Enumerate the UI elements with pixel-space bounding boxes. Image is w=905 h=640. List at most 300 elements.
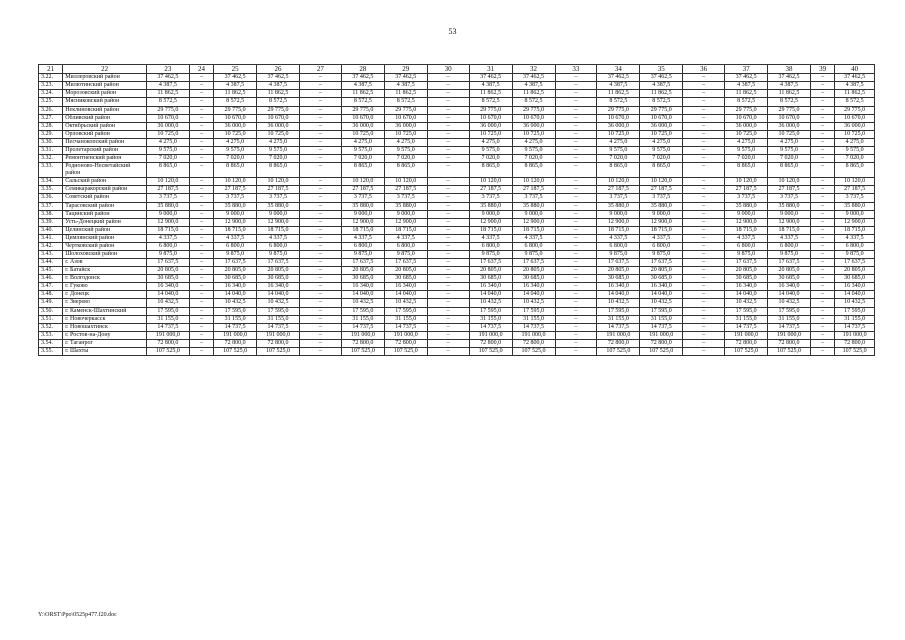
value-cell: 8 865,0 [835, 163, 875, 178]
value-cell: 29 775,0 [597, 106, 640, 114]
value-cell: – [555, 194, 597, 202]
value-cell: 9 000,0 [384, 210, 427, 218]
value-cell: – [427, 275, 469, 283]
value-cell: 9 575,0 [146, 146, 189, 154]
value-cell: 4 387,5 [214, 82, 257, 90]
value-cell: – [811, 194, 835, 202]
row-number: 3.42. [39, 242, 63, 250]
value-cell: – [189, 339, 213, 347]
value-cell: – [683, 98, 725, 106]
value-cell: 4 387,5 [384, 82, 427, 90]
value-cell: 29 775,0 [725, 106, 768, 114]
value-cell: 30 685,0 [597, 275, 640, 283]
table-row [39, 250, 875, 258]
value-cell: – [427, 323, 469, 331]
column-header: 33 [555, 65, 597, 74]
value-cell: 35 880,0 [725, 202, 768, 210]
row-number: 3.36. [39, 194, 63, 202]
value-cell: 30 685,0 [214, 275, 257, 283]
row-number: 3.27. [39, 114, 63, 122]
value-cell: 10 432,5 [640, 299, 683, 307]
value-cell: 4 275,0 [384, 138, 427, 146]
territory-name: Чертковский район [63, 242, 147, 250]
value-cell: 14 040,0 [640, 291, 683, 299]
header-row [39, 65, 875, 74]
value-cell: 11 862,5 [341, 90, 384, 98]
row-number: 3.54. [39, 339, 63, 347]
value-cell: – [683, 186, 725, 194]
value-cell: 16 340,0 [257, 283, 300, 291]
value-cell: 9 875,0 [214, 250, 257, 258]
value-cell: 31 155,0 [835, 315, 875, 323]
value-cell: – [300, 106, 342, 114]
value-cell: – [555, 74, 597, 82]
value-cell: 10 120,0 [768, 178, 811, 186]
row-number: 3.38. [39, 210, 63, 218]
value-cell: – [189, 186, 213, 194]
value-cell: 14 040,0 [725, 291, 768, 299]
value-cell: 191 000,0 [257, 331, 300, 339]
value-cell: – [300, 155, 342, 163]
value-cell: – [300, 163, 342, 178]
value-cell: 37 462,5 [341, 74, 384, 82]
value-cell: 107 525,0 [146, 347, 189, 355]
value-cell: – [300, 202, 342, 210]
value-cell: – [300, 194, 342, 202]
value-cell: 20 805,0 [512, 267, 555, 275]
value-cell: 191 000,0 [640, 331, 683, 339]
column-header: 31 [469, 65, 512, 74]
value-cell: 20 805,0 [597, 267, 640, 275]
table-row [39, 90, 875, 98]
value-cell: 31 155,0 [384, 315, 427, 323]
territory-name: г. Донецк [63, 291, 147, 299]
value-cell: – [555, 218, 597, 226]
value-cell: 12 900,0 [768, 218, 811, 226]
value-cell: 7 020,0 [257, 155, 300, 163]
value-cell: 35 880,0 [146, 202, 189, 210]
value-cell: 4 337,5 [384, 234, 427, 242]
value-cell: 6 800,0 [512, 242, 555, 250]
value-cell: – [300, 74, 342, 82]
territory-name: Мясниковский район [63, 98, 147, 106]
value-cell: 31 155,0 [257, 315, 300, 323]
value-cell: – [811, 275, 835, 283]
value-cell: 72 800,0 [835, 339, 875, 347]
value-cell: 4 337,5 [768, 234, 811, 242]
value-cell: – [683, 307, 725, 315]
value-cell: – [811, 202, 835, 210]
row-number: 3.46. [39, 275, 63, 283]
value-cell: 14 040,0 [384, 291, 427, 299]
value-cell: – [683, 347, 725, 355]
value-cell: 29 775,0 [257, 106, 300, 114]
value-cell: 9 575,0 [768, 146, 811, 154]
row-number: 3.24. [39, 90, 63, 98]
value-cell: – [427, 347, 469, 355]
value-cell: – [683, 315, 725, 323]
value-cell: 107 525,0 [640, 347, 683, 355]
value-cell: 9 575,0 [257, 146, 300, 154]
value-cell: 17 637,5 [768, 259, 811, 267]
value-cell: 37 462,5 [257, 74, 300, 82]
data-table-container [38, 64, 875, 356]
value-cell: 8 865,0 [146, 163, 189, 178]
value-cell: 107 525,0 [597, 347, 640, 355]
value-cell: 36 000,0 [725, 122, 768, 130]
value-cell: – [683, 299, 725, 307]
value-cell: 10 120,0 [341, 178, 384, 186]
value-cell: – [811, 98, 835, 106]
value-cell: – [683, 331, 725, 339]
value-cell: – [300, 259, 342, 267]
value-cell: 11 862,5 [835, 90, 875, 98]
value-cell: 12 900,0 [384, 218, 427, 226]
value-cell: 4 275,0 [640, 138, 683, 146]
value-cell: – [427, 299, 469, 307]
value-cell: 9 875,0 [257, 250, 300, 258]
value-cell: 36 000,0 [146, 122, 189, 130]
value-cell: 72 800,0 [469, 339, 512, 347]
value-cell: 16 340,0 [512, 283, 555, 291]
value-cell: – [555, 299, 597, 307]
value-cell: 72 800,0 [341, 339, 384, 347]
value-cell: 72 800,0 [640, 339, 683, 347]
value-cell: 16 340,0 [835, 283, 875, 291]
value-cell: – [300, 267, 342, 275]
value-cell: 7 020,0 [214, 155, 257, 163]
value-cell: – [811, 291, 835, 299]
territory-name: г. Азов [63, 259, 147, 267]
value-cell: 14 737,5 [257, 323, 300, 331]
column-header: 28 [341, 65, 384, 74]
value-cell: – [555, 275, 597, 283]
value-cell: 191 000,0 [384, 331, 427, 339]
value-cell: 11 862,5 [214, 90, 257, 98]
value-cell: 14 737,5 [768, 323, 811, 331]
value-cell: – [189, 146, 213, 154]
value-cell: – [811, 218, 835, 226]
footer-file-path: Y:\ORST\Ppo\0525p477.f20.doc [38, 612, 117, 618]
value-cell: 14 040,0 [768, 291, 811, 299]
value-cell: – [683, 226, 725, 234]
value-cell: 4 337,5 [835, 234, 875, 242]
value-cell: 10 432,5 [835, 299, 875, 307]
value-cell: – [555, 98, 597, 106]
value-cell: 14 040,0 [512, 291, 555, 299]
value-cell: 14 737,5 [469, 323, 512, 331]
value-cell: 8 865,0 [257, 163, 300, 178]
value-cell: – [811, 74, 835, 82]
value-cell: 10 432,5 [146, 299, 189, 307]
value-cell: 14 040,0 [597, 291, 640, 299]
value-cell: – [811, 114, 835, 122]
value-cell: – [189, 226, 213, 234]
value-cell: 4 275,0 [341, 138, 384, 146]
value-cell: – [555, 339, 597, 347]
value-cell: 7 020,0 [341, 155, 384, 163]
value-cell: – [189, 138, 213, 146]
value-cell: 6 800,0 [469, 242, 512, 250]
value-cell: – [683, 275, 725, 283]
value-cell: 17 595,0 [835, 307, 875, 315]
value-cell: 36 000,0 [512, 122, 555, 130]
value-cell: 72 800,0 [384, 339, 427, 347]
value-cell: – [427, 291, 469, 299]
value-cell: 27 187,5 [640, 186, 683, 194]
value-cell: 14 737,5 [725, 323, 768, 331]
value-cell: 29 775,0 [835, 106, 875, 114]
value-cell: – [189, 218, 213, 226]
value-cell: 14 737,5 [835, 323, 875, 331]
value-cell: 36 000,0 [768, 122, 811, 130]
value-cell: – [427, 82, 469, 90]
value-cell: 6 800,0 [597, 242, 640, 250]
table-row [39, 130, 875, 138]
value-cell: 27 187,5 [341, 186, 384, 194]
value-cell: 36 000,0 [469, 122, 512, 130]
value-cell: – [300, 315, 342, 323]
value-cell: – [300, 178, 342, 186]
value-cell: 9 000,0 [512, 210, 555, 218]
value-cell: 7 020,0 [835, 155, 875, 163]
value-cell: 9 875,0 [512, 250, 555, 258]
value-cell: 30 685,0 [146, 275, 189, 283]
value-cell: 10 432,5 [597, 299, 640, 307]
value-cell: 29 775,0 [469, 106, 512, 114]
value-cell: 27 187,5 [146, 186, 189, 194]
value-cell: – [189, 347, 213, 355]
value-cell: 10 120,0 [257, 178, 300, 186]
table-row [39, 74, 875, 82]
column-header: 27 [300, 65, 342, 74]
table-row [39, 194, 875, 202]
value-cell: – [300, 226, 342, 234]
value-cell: – [427, 90, 469, 98]
value-cell: – [811, 186, 835, 194]
value-cell: 18 715,0 [597, 226, 640, 234]
value-cell: 10 432,5 [384, 299, 427, 307]
value-cell: 14 040,0 [835, 291, 875, 299]
value-cell: – [300, 307, 342, 315]
value-cell: 17 637,5 [341, 259, 384, 267]
value-cell: 37 462,5 [384, 74, 427, 82]
row-number: 3.45. [39, 267, 63, 275]
value-cell: 4 337,5 [257, 234, 300, 242]
value-cell: 11 862,5 [146, 90, 189, 98]
value-cell: 27 187,5 [835, 186, 875, 194]
value-cell: – [189, 283, 213, 291]
value-cell: – [300, 210, 342, 218]
value-cell: 16 340,0 [146, 283, 189, 291]
value-cell: 14 737,5 [640, 323, 683, 331]
value-cell: 17 637,5 [725, 259, 768, 267]
value-cell: 20 805,0 [257, 267, 300, 275]
value-cell: 6 800,0 [725, 242, 768, 250]
value-cell: 10 725,0 [597, 130, 640, 138]
territory-name: г. Новошахтинск [63, 323, 147, 331]
value-cell: – [427, 130, 469, 138]
value-cell: – [555, 163, 597, 178]
value-cell: 10 725,0 [257, 130, 300, 138]
value-cell: 27 187,5 [725, 186, 768, 194]
value-cell: – [683, 138, 725, 146]
value-cell: 36 000,0 [640, 122, 683, 130]
table-row [39, 122, 875, 130]
value-cell: 10 432,5 [214, 299, 257, 307]
value-cell: 12 900,0 [640, 218, 683, 226]
value-cell: 8 865,0 [512, 163, 555, 178]
value-cell: 14 737,5 [384, 323, 427, 331]
value-cell: 4 337,5 [597, 234, 640, 242]
table-row [39, 163, 875, 178]
value-cell: 16 340,0 [725, 283, 768, 291]
value-cell: – [811, 122, 835, 130]
value-cell: 8 572,5 [341, 98, 384, 106]
value-cell: 4 275,0 [146, 138, 189, 146]
value-cell: 11 862,5 [384, 90, 427, 98]
value-cell: 27 187,5 [768, 186, 811, 194]
column-header: 39 [811, 65, 835, 74]
value-cell: 30 685,0 [725, 275, 768, 283]
value-cell: 8 572,5 [257, 98, 300, 106]
value-cell: – [427, 267, 469, 275]
value-cell: – [683, 114, 725, 122]
row-number: 3.43. [39, 250, 63, 258]
value-cell: 10 120,0 [214, 178, 257, 186]
table-row [39, 82, 875, 90]
value-cell: 9 000,0 [835, 210, 875, 218]
value-cell: – [189, 234, 213, 242]
value-cell: 4 337,5 [214, 234, 257, 242]
value-cell: – [427, 74, 469, 82]
territory-name: Обливский район [63, 114, 147, 122]
value-cell: 4 337,5 [146, 234, 189, 242]
value-cell: 8 572,5 [146, 98, 189, 106]
value-cell: 18 715,0 [214, 226, 257, 234]
territory-name: Морозовский район [63, 90, 147, 98]
value-cell: 14 737,5 [146, 323, 189, 331]
value-cell: – [683, 130, 725, 138]
value-cell: 10 725,0 [640, 130, 683, 138]
value-cell: – [427, 122, 469, 130]
territory-name: Тарасовский район [63, 202, 147, 210]
value-cell: 10 120,0 [469, 178, 512, 186]
value-cell: 7 020,0 [768, 155, 811, 163]
value-cell: 6 800,0 [257, 242, 300, 250]
value-cell: 107 525,0 [257, 347, 300, 355]
value-cell: 12 900,0 [512, 218, 555, 226]
value-cell: 17 595,0 [597, 307, 640, 315]
column-header: 30 [427, 65, 469, 74]
value-cell: 18 715,0 [257, 226, 300, 234]
value-cell: 72 800,0 [768, 339, 811, 347]
value-cell: – [189, 250, 213, 258]
value-cell: 9 575,0 [512, 146, 555, 154]
value-cell: 7 020,0 [512, 155, 555, 163]
value-cell: – [300, 130, 342, 138]
value-cell: – [300, 347, 342, 355]
territory-name: Песчанокопский район [63, 138, 147, 146]
value-cell: 31 155,0 [725, 315, 768, 323]
territory-name: г. Батайск [63, 267, 147, 275]
value-cell: – [427, 259, 469, 267]
value-cell: 35 880,0 [597, 202, 640, 210]
value-cell: 29 775,0 [341, 106, 384, 114]
value-cell: 18 715,0 [384, 226, 427, 234]
table-row [39, 291, 875, 299]
value-cell: 12 900,0 [257, 218, 300, 226]
value-cell: 17 595,0 [257, 307, 300, 315]
row-number: 3.50. [39, 307, 63, 315]
value-cell: 17 637,5 [835, 259, 875, 267]
value-cell: 10 670,0 [835, 114, 875, 122]
value-cell: 8 572,5 [384, 98, 427, 106]
value-cell: 30 685,0 [640, 275, 683, 283]
territory-name: Пролетарский район [63, 146, 147, 154]
column-header: 22 [63, 65, 147, 74]
value-cell: 6 800,0 [835, 242, 875, 250]
value-cell: 72 800,0 [214, 339, 257, 347]
value-cell: 37 462,5 [146, 74, 189, 82]
value-cell: 4 387,5 [257, 82, 300, 90]
value-cell: 10 670,0 [768, 114, 811, 122]
value-cell: 4 387,5 [640, 82, 683, 90]
value-cell: 9 000,0 [597, 210, 640, 218]
value-cell: – [300, 146, 342, 154]
value-cell: 31 155,0 [640, 315, 683, 323]
value-cell: 10 670,0 [597, 114, 640, 122]
value-cell: – [555, 259, 597, 267]
value-cell: – [300, 283, 342, 291]
value-cell: 10 725,0 [341, 130, 384, 138]
table-row [39, 218, 875, 226]
territory-name: Шолоховский район [63, 250, 147, 258]
value-cell: 7 020,0 [384, 155, 427, 163]
value-cell: 3 737,5 [384, 194, 427, 202]
value-cell: 36 000,0 [597, 122, 640, 130]
value-cell: 36 000,0 [214, 122, 257, 130]
value-cell: 17 637,5 [597, 259, 640, 267]
value-cell: – [300, 331, 342, 339]
value-cell: 3 737,5 [214, 194, 257, 202]
value-cell: – [189, 323, 213, 331]
value-cell: 10 120,0 [725, 178, 768, 186]
value-cell: 8 865,0 [725, 163, 768, 178]
value-cell: 14 737,5 [214, 323, 257, 331]
table-row [39, 155, 875, 163]
row-number: 3.33. [39, 163, 63, 178]
value-cell: 3 737,5 [146, 194, 189, 202]
row-number: 3.48. [39, 291, 63, 299]
value-cell: – [555, 82, 597, 90]
territory-name: г. Новочеркасск [63, 315, 147, 323]
value-cell: – [427, 178, 469, 186]
value-cell: – [427, 339, 469, 347]
value-cell: 20 805,0 [469, 267, 512, 275]
value-cell: 31 155,0 [469, 315, 512, 323]
value-cell: 8 572,5 [835, 98, 875, 106]
value-cell: 35 880,0 [640, 202, 683, 210]
value-cell: – [683, 250, 725, 258]
value-cell: – [427, 202, 469, 210]
column-header: 21 [39, 65, 63, 74]
column-header: 37 [725, 65, 768, 74]
value-cell: – [683, 202, 725, 210]
value-cell: 10 670,0 [214, 114, 257, 122]
value-cell: 35 880,0 [214, 202, 257, 210]
value-cell: 10 120,0 [597, 178, 640, 186]
